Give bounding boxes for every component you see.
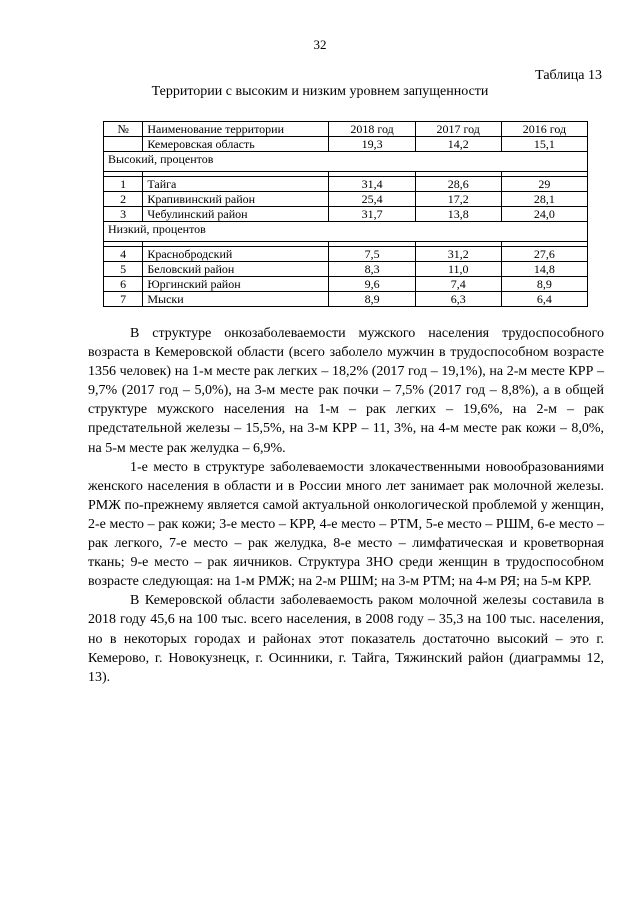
- cell-2017: 17,2: [415, 192, 501, 207]
- cell-num: 2: [104, 192, 143, 207]
- table-row: [104, 247, 588, 262]
- cell-2018: 8,9: [329, 292, 415, 307]
- cell-num: 4: [104, 247, 143, 262]
- cell-num: 3: [104, 207, 143, 222]
- section-row-high: [104, 152, 588, 172]
- header-2016: 2016 год: [501, 122, 587, 137]
- cell-2017: 11,0: [415, 262, 501, 277]
- cell-name: Чебулинский район: [143, 207, 329, 222]
- table-row: [104, 292, 588, 307]
- page-number: 32: [313, 37, 327, 52]
- region-row: [104, 137, 588, 152]
- cell-name: Беловский район: [143, 262, 329, 277]
- cell-num: 1: [104, 177, 143, 192]
- data-table: [103, 121, 588, 307]
- cell-2016: 29: [501, 177, 587, 192]
- cell-2016: 24,0: [501, 207, 587, 222]
- cell-2016: 14,8: [501, 262, 587, 277]
- body-text: [88, 324, 604, 687]
- cell-2016: 8,9: [501, 277, 587, 292]
- paragraph-breast-cancer: В Кемеровской области заболеваемость раком молочной железы составила в 2018 году 45,6 на 100 тыс. всего населения, в 2008 году – 35,3 на 100 тыс. населения, но в некоторых городах и районах этот показатель достаточно высокий – это г. Кемерово, г. Новокузнецк, г. Осинники, г. Тайга, Тяжинский район (диаграммы 12, 13).: [88, 593, 604, 685]
- header-2018: 2018 год: [329, 122, 415, 137]
- section-row-low: [104, 222, 588, 242]
- paragraph-male-structure: В структуре онкозаболеваемости мужского населения трудоспособного возраста в Кемеровской области (всего заболело мужчин в трудоспособном возрасте 1356 человек) на 1-м месте рак легких – 18,2% (2017 год – 19,1%), на 2-м месте КРР – 9,7% (2017 год – 5,0%), на 3-м месте рак почки – 7,5% (2017 год – 8,8%), а в общей структуре мужского населения на 1-м – рак легких – 19,6%, на 2-м – рак предстательной железы – 15,5%, на 3-м КРР – 11, 3%, на 4-м месте рак кожи – 8,0%, на 5-м месте рак желудка – 6,9%.: [88, 326, 604, 456]
- table-label: Таблица 13: [535, 68, 602, 83]
- cell-name: Мыски: [143, 292, 329, 307]
- cell-2018: 31,7: [329, 207, 415, 222]
- section-label-high: Высокий, процентов: [104, 152, 588, 172]
- header-num: №: [104, 122, 143, 137]
- cell-name: Крапивинский район: [143, 192, 329, 207]
- cell-2018: 9,6: [329, 277, 415, 292]
- cell-name: Юргинский район: [143, 277, 329, 292]
- cell-2017: 13,8: [415, 207, 501, 222]
- table-row: [104, 192, 588, 207]
- cell-num: 5: [104, 262, 143, 277]
- cell-name: Краснобродский: [143, 247, 329, 262]
- section-label-low: Низкий, процентов: [104, 222, 588, 242]
- cell-2018: 7,5: [329, 247, 415, 262]
- cell-2016: 28,1: [501, 192, 587, 207]
- cell-num: [104, 137, 143, 152]
- table-row: [104, 277, 588, 292]
- table-row: [104, 207, 588, 222]
- cell-2017: 6,3: [415, 292, 501, 307]
- cell-num: 6: [104, 277, 143, 292]
- cell-num: 7: [104, 292, 143, 307]
- table-row: [104, 177, 588, 192]
- table-row: [104, 262, 588, 277]
- cell-name: Тайга: [143, 177, 329, 192]
- cell-2016: 6,4: [501, 292, 587, 307]
- cell-2018: 8,3: [329, 262, 415, 277]
- table-header-row: [104, 122, 588, 137]
- cell-2016: 15,1: [501, 137, 587, 152]
- cell-2017: 31,2: [415, 247, 501, 262]
- cell-2018: 31,4: [329, 177, 415, 192]
- cell-2017: 7,4: [415, 277, 501, 292]
- table-title: Территории с высоким и низким уровнем запущенности: [151, 84, 489, 99]
- header-2017: 2017 год: [415, 122, 501, 137]
- cell-2017: 28,6: [415, 177, 501, 192]
- cell-2016: 27,6: [501, 247, 587, 262]
- cell-name: Кемеровская область: [143, 137, 329, 152]
- cell-2017: 14,2: [415, 137, 501, 152]
- paragraph-female-structure: 1-е место в структуре заболеваемости злокачественными новообразованиями женского населения в области и в России много лет занимает рак молочной железы. РМЖ по-прежнему является самой актуальной онкологической проблемой у женщин, 2-е место – рак кожи; 3-е место – КРР, 4-е место – РТМ, 5-е место – РШМ, 6-е место – рак легкого, 7-е место – рак желудка, 8-е место – лимфатическая и кроветворная ткань; 9-е место – рак яичников. Структура ЗНО среди женщин в трудоспособном возрасте следующая: на 1-м РМЖ; на 2-м РШМ; на 3-м РТМ; на 4-м РЯ; на 5-м КРР.: [88, 459, 604, 590]
- cell-2018: 19,3: [329, 137, 415, 152]
- header-name: Наименование территории: [143, 122, 329, 137]
- cell-2018: 25,4: [329, 192, 415, 207]
